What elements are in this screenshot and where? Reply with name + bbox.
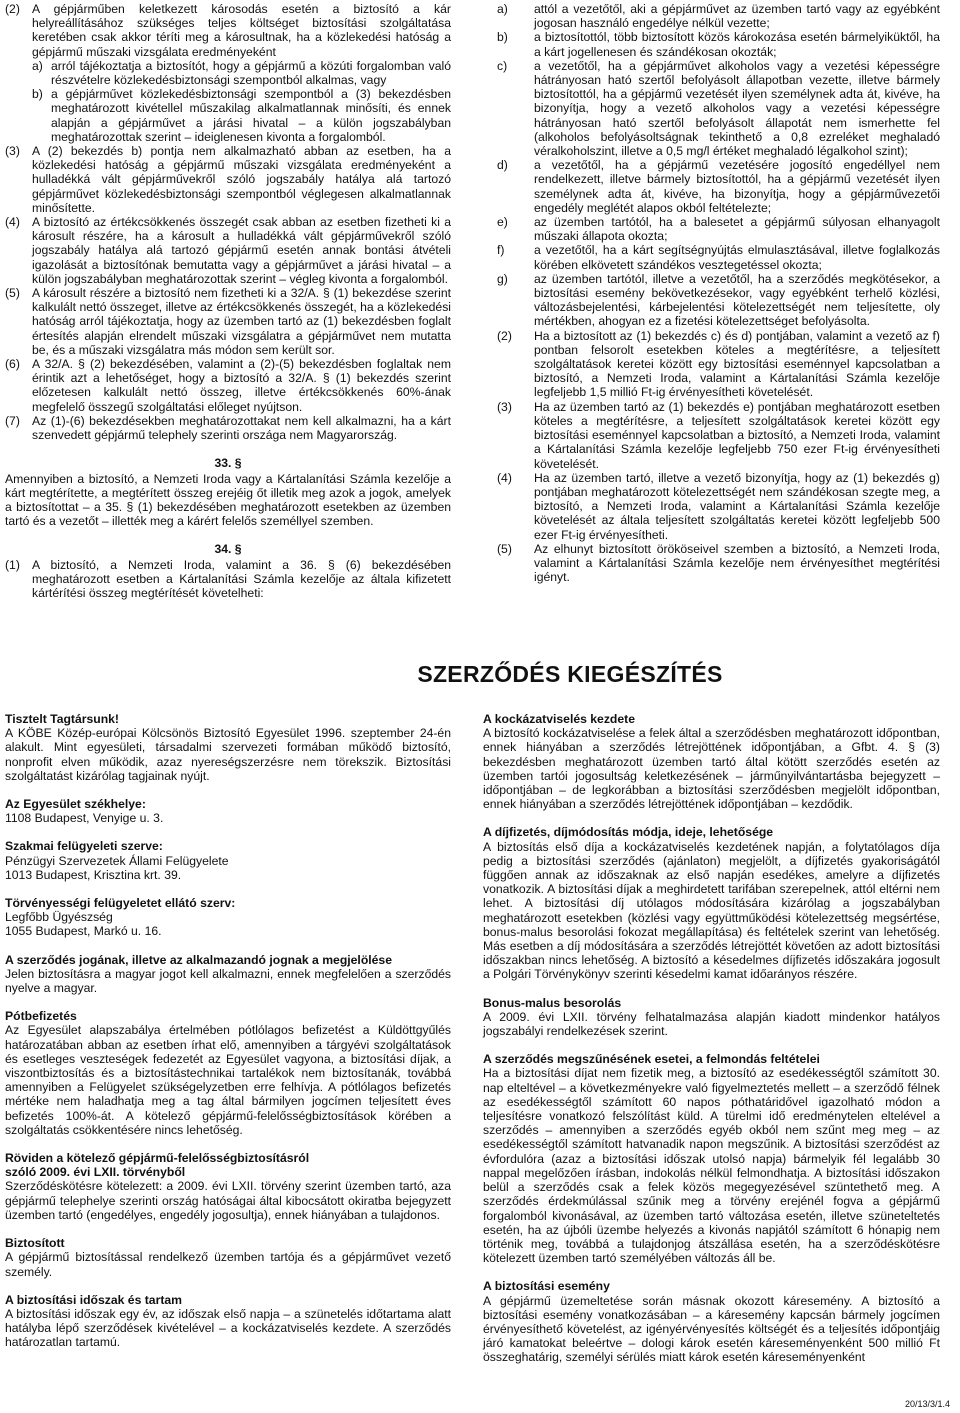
list-item bbox=[497, 2, 940, 30]
supplementary-payment-text: Az Egyesület alapszabálya értelmében pótlólagos befizetést a Küldöttgyűlés határozatában abban az esetben írhat elő, amennyiben a tárgyévi szolgáltatások és esetleges veszteségek fedezetét az Egyesület vagyona, a biztosítási díjak, a viszontbiztosítás és a biztosítástechnikai tartalékok nem biztosítanák, továbbá amennyiben a Felügyelet szükségelyzetben erre felhívja. A pótlólagos befizetés mértéke nem haladhatja meg a tag által bármilyen jogcímen teljesített éves befizetés 100%-át. A kötelező gépjármű-felelősségbiztosítások körében a szolgáltatás csökkentésére nincs lehetőség. bbox=[5, 1023, 451, 1137]
insured-title: Biztosított bbox=[5, 1236, 65, 1251]
item-label: (2) bbox=[497, 328, 512, 343]
item-label: a) bbox=[497, 2, 508, 16]
item-label: (4) bbox=[5, 215, 20, 230]
list-item bbox=[497, 243, 940, 271]
item-label: d) bbox=[497, 158, 508, 173]
applicable-law-title: A szerződés jogának, illetve az alkalmazandó jognak a megjelölése bbox=[5, 952, 392, 967]
list-item bbox=[497, 30, 940, 58]
list-item bbox=[5, 414, 451, 442]
item-label: (2) bbox=[5, 2, 20, 16]
page-heading: SZERZŐDÉS KIEGÉSZÍTÉS bbox=[417, 661, 723, 687]
bonus-malus-title: Bonus-malus besorolás bbox=[483, 995, 622, 1010]
termination-title: A szerződés megszűnésének esetei, a felmondás feltételei bbox=[483, 1052, 820, 1067]
fee-title: A díjfizetés, díjmódosítás módja, ideje, lehetősége bbox=[483, 825, 774, 840]
seat-text: 1108 Budapest, Venyige u. 3. bbox=[5, 811, 164, 826]
bottom-right-column bbox=[483, 712, 940, 1365]
fee-text: A biztosítás első díja a kockázatviselés kezdetének napján, a folytatólagos díja pedig a biztosítási szerződés (ajánlaton) megjelölt, a díjfizetés gyakoriságától függően annak az időszaknak az első napján esedékes, amelyre a díjfizetés vonatkozik. A biztosítási díjak a meghirdetett tarifában szerepelnek, attól eltérni nem lehet. A biztosítási díj utólagos módosítására kizárólag a jogszabályban meghatározott esetekben (közlési vagy együttműködési kötelezettség megsértése, bonus-malus besorolási fokozat megállapítása) és feltételek szerint van lehetőség. Más esetben a díj módosítására a szerződés létrejöttét követően az adott biztosítási időszakban nincs lehetőség. A biztosító a késedelmes díjfizetés időszakára jogosult a Polgári Törvénykönyv szerinti késedelmi kamat időarányos részére. bbox=[483, 839, 940, 982]
item-label: (6) bbox=[5, 357, 20, 372]
list-item bbox=[497, 471, 940, 542]
list-subitem bbox=[32, 87, 451, 144]
termination-text: Ha a biztosítási díjat nem fizetik meg, a biztosító az esedékességtől számított 30. nap elteltével – a következményekre való figyelmeztetés mellett – a szerződő félnek az esedékességtől számított 60 napos póthatáridővel igazolható módon a teljesítésre vonatkozó felszólítást küld. A türelmi idő eredménytelen eltelével a szerződés – amennyiben a szerződés egyéb okból nem szűnt meg meg – az esedékességtől számított hatvanadik napon megszűnik. A biztosítási szerződést az évfordulóra (azaz a biztosítási időszak utolsó napja) bármelyik fél legalább 30 nappal megelőzően írásban, indokolás nélkül felmondhatja. A biztosítási időszakon belül a szerződés csak a felek közös megegyezésével szüntethető meg. A szerződés érdekmúlással szűnik meg a törvény erejénél fogva a gépjármű forgalomból kivonásával, az üzemben tartó változása esetén, illetve szüneteltetés esetén, ha az újbóli üzembe helyezés a kivonás napjától számított 6 hónapig nem történik meg, továbbá a tulajdonjog átszállása esetén, ha a szerződéskötésre kötelezett üzemben tartó személyében változás áll be. bbox=[483, 1066, 940, 1266]
item-label: b) bbox=[32, 87, 43, 102]
seat-title: Az Egyesület székhelye: bbox=[5, 797, 146, 812]
item-text: a biztosítottól, több biztosított közös károkozása esetén bármelyiküktől, ha a kárt jogellenesen és szándékosan okozták; bbox=[534, 30, 940, 59]
paragraph-text: A biztosító, a Nemzeti Iroda, valamint a 36. § (6) bekezdésében meghatározott esetben a Kártalanítási Számla kezelője az általa kifizetett kártérítési összeg megtérítését követelheti: bbox=[32, 557, 451, 600]
period-text: A biztosítási időszak egy év, az időszak első napja – a szünetelés időtartama alatt hatályba lépő szerződések kivételével – a kockázatviselés kezdete. A szerződés határozatlan tartamú. bbox=[5, 1306, 451, 1350]
item-label: e) bbox=[497, 215, 508, 230]
article-34-paragraph-1 bbox=[5, 558, 451, 601]
applicable-law-text: Jelen biztosításra a magyar jogot kell alkalmazni, ennek megfelelően a szerződés nyelve a magyar. bbox=[5, 966, 451, 996]
item-text: A biztosító az értékcsökkenés összegét csak abban az esetben fizetheti ki a károsult részére, ha a károsult a hulladékká vált gépjárművekről szóló jogszabály hatálya alá tartozó gépjármű esetén annak bontási átvételi igazolását a biztosítónak bemutatta vagy a gépjárművet a járási hivatal – a külön jogszabályban meghatározottak szerint – végleg kivonta a forgalomból. bbox=[32, 215, 451, 286]
insured-text: A gépjármű biztosítással rendelkező üzemben tartója és a gépjárművet vezető személy. bbox=[5, 1250, 451, 1279]
top-right-column bbox=[497, 2, 940, 584]
article-34-list bbox=[497, 2, 940, 584]
article-33-text: Amennyiben a biztosító, a Nemzeti Iroda vagy a Kártalanítási Számla kezelője a kárt megtérítette, a megtérített összeg erejéig őt illetik meg azok a jogok, amelyek a biztosítottat – a 35. § (1) bekezdésében meghatározott esetekben az üzemben tartó és a vezetőt – illették meg a kárért felelős személlyel szemben. bbox=[5, 471, 451, 529]
item-text: a vezetőtől, ha a kárt segítségnyújtás elmulasztásával, illetve foglalkozás körében elkövetett szándékos vesztegetéssel okozta; bbox=[534, 243, 940, 272]
list-item bbox=[5, 2, 451, 59]
item-text: A károsult részére a biztosító nem fizetheti ki a 32/A. § (1) bekezdése szerint kalkulált nettó összeget, illetve az értékcsökkenés összegét, ha a közlekedési hatóság arról tájékoztatja, hogy az üzemben tartó az (1) bekezdésben foglalt értesítés alapján elrendelt műszaki vizsgálatra a gépjárművet nem mutatta be, és a műszaki vizsgálatra más módon sem került sor. bbox=[32, 286, 451, 357]
supervisor-name: Pénzügyi Szervezetek Állami Felügyelete bbox=[5, 853, 229, 868]
list-item bbox=[5, 144, 451, 215]
list-item bbox=[497, 158, 940, 215]
item-label: (5) bbox=[5, 286, 20, 301]
greeting: Tisztelt Tagtársunk! bbox=[5, 712, 119, 726]
item-text: arról tájékoztatja a biztosítót, hogy a gépjármű a közúti forgalomban való részvételre közlekedésbiztonsági szempontból alkalmas, vagy bbox=[51, 58, 451, 88]
risk-start-title: A kockázatviselés kezdete bbox=[483, 712, 635, 726]
item-text: A 32/A. § (2) bekezdésében, valamint a (2)-(5) bekezdésben foglaltak nem érintik azt a lehetőséget, hogy a biztosító a 32/A. § (1) bekezdés szerint előzetesen kalkulált nettó összeg, illetve értékcsökkenés 60%-ának megfelelő összegű szolgáltatási előleget nyújtson. bbox=[32, 357, 451, 414]
item-text: A gépjárműben keletkezett károsodás esetén a biztosító a kár helyreállításához szükséges teljes költséget biztosítási szolgáltatása keretében csak akkor téríti meg a károsultnak, ha a közlekedési hatóság a gépjármű műszaki vizsgálata eredményeként bbox=[32, 2, 451, 59]
item-label: (5) bbox=[497, 541, 512, 556]
intro-text: A KÖBE Közép-európai Kölcsönös Biztosító Egyesület 1996. szeptember 24-én alakult. Mint egyesületi, társadalmi szervezeti formában működő biztosító, nonprofit elven működik, azaz nyereségszerzésre nem törekszik. Biztosítási szolgáltatást kizárólag tagjainak nyújt. bbox=[5, 726, 451, 783]
item-label: (7) bbox=[5, 413, 20, 428]
section-32-list bbox=[5, 2, 451, 442]
list-item bbox=[497, 329, 940, 400]
item-label: g) bbox=[497, 271, 508, 286]
summary-subtitle: szóló 2009. évi LXII. törvényből bbox=[5, 1165, 186, 1180]
legal-supervisor-address: 1055 Budapest, Markó u. 16. bbox=[5, 924, 162, 939]
item-text: az üzemben tartótól, illetve a vezetőtől, ha a szerződés megkötésekor, a biztosítási esemény bekövetkezésekor, vagy egyébként terhelő közlési, változásbejelentési, kárbejelentési kötelezettségét nem teljesítette, oly mértékben, ahogyan ez a fizetési kötelezettséget befolyásolta. bbox=[534, 271, 940, 329]
supervisor-address: 1013 Budapest, Krisztina krt. 39. bbox=[5, 867, 182, 882]
item-label: b) bbox=[497, 30, 508, 45]
item-text: A (2) bekezdés b) pontja nem alkalmazható abban az esetben, ha a közlekedési hatóság a gépjármű műszaki vizsgálata eredményeként a hulladékká vált gépjárművekről szóló jogszabály hatálya alá tartozó gépjárművet közlekedésbiztonsági szempontból véglegesen alkalmatlannak minősítette. bbox=[32, 144, 451, 215]
article-34-title: 34. § bbox=[214, 542, 242, 557]
item-label: f) bbox=[497, 243, 505, 258]
item-text: attól a vezetőtől, aki a gépjárművet az üzemben tartó vagy az egyébként jogosan használó engedélye nélkül vezette; bbox=[534, 2, 940, 31]
item-text: Ha az üzemben tartó az (1) bekezdés e) pontjában meghatározott esetben köteles a megtérítésre, a teljesített szolgáltatások keretei között egy biztosítási eseménnyel kapcsolatban a biztosító, a Nemzeti Iroda, valamint a Kártalanítási Számla kezelője legfeljebb 750 ezer Ft-ig érvényesítheti követelését. bbox=[534, 399, 940, 471]
legal-supervisor-name: Legfőbb Ügyészség bbox=[5, 910, 113, 925]
summary-title: Röviden a kötelező gépjármű-felelősségbiztosításról bbox=[5, 1151, 310, 1166]
legal-supervisor-title: Törvényességi felügyeletet ellátó szerv: bbox=[5, 896, 236, 911]
item-text: Az (1)-(6) bekezdésekben meghatározottakat nem kell alkalmazni, ha a kárt szenvedett gépjármű telephely szerinti országa nem Magyarország. bbox=[32, 413, 451, 443]
page-code: 20/13/3/1.4 bbox=[904, 1399, 950, 1409]
item-text: az üzemben tartótól, ha a balesetet a gépjármű súlyosan elhanyagolt műszaki állapota okozta; bbox=[534, 215, 940, 244]
supervisor-title: Szakmai felügyeleti szerve: bbox=[5, 839, 163, 854]
item-label: c) bbox=[497, 58, 508, 73]
item-text: Ha az üzemben tartó, illetve a vezető bizonyítja, hogy az (1) bekezdés g) pontjában meghatározott kötelezettségét nem szándékosan szegte meg, a biztosító, a Nemzeti Iroda, valamint a Kártalanítási Számla kezelője követelését az általa teljesített szolgáltatás keretei között legfeljebb 500 ezer Ft-ig érvényesítheti. bbox=[534, 470, 940, 542]
insurance-event-title: A biztosítási esemény bbox=[483, 1279, 610, 1294]
list-item bbox=[497, 542, 940, 585]
item-text: Ha a biztosított az (1) bekezdés c) és d) pontjában, valamint a vezető az f) pontban felsorolt esetekben köteles a megtérítésre, a teljesített szolgáltatások keretei között egy biztosítási eseménnyel kapcsolatban a biztosító, a Nemzeti Iroda, valamint a Kártalanítási Számla kezelője legfeljebb 1,5 millió Ft-ig érvényesítheti követelését. bbox=[534, 328, 940, 400]
list-item bbox=[497, 272, 940, 329]
list-item bbox=[497, 59, 940, 158]
period-title: A biztosítási időszak és tartam bbox=[5, 1292, 182, 1307]
paragraph-number: (1) bbox=[5, 557, 20, 572]
item-label: a) bbox=[32, 58, 43, 73]
supplementary-payment-title: Pótbefizetés bbox=[5, 1009, 77, 1024]
insurance-event-text: A gépjármű üzemeltetése során másnak okozott káresemény. A biztosító a biztosítási esemény vonatkozásában – a káresemény kapcsán bármely jogcímen érvényesíthető követelést, az igényérvényesítés költségét és a teljesítés időpontjáig járó kamatokat beleértve – dologi károk esetén káreseményenként 500 millió Ft összeghatárig, személyi sérülés miatt károk esetén káreseményenként bbox=[483, 1293, 940, 1365]
item-text: a vezetőtől, ha a gépjármű vezetésére jogosító engedéllyel nem rendelkezett, illetve bármely biztosítottól, ha a gépjármű vezetését ilyen személynek adta át, kivéve, ha bizonyítja, hogy a gépjárművezetői engedély meglétét alapos okból feltételezte; bbox=[534, 158, 940, 215]
item-text: Az elhunyt biztosított örököseivel szemben a biztosító, a Nemzeti Iroda, valamint a Kártalanítási Számla kezelője nem érvényesíthet megtérítési igényt. bbox=[534, 541, 940, 585]
bottom-left-column bbox=[5, 712, 451, 1350]
article-33-title: 33. § bbox=[214, 456, 242, 471]
summary-text: Szerződéskötésre kötelezett: a 2009. évi LXII. törvény szerint üzemben tartó, aza gépjármű telephelye szerinti ország hatóságai által kibocsátott okiratba bejegyzett üzemben tartó (engedélyes, engedély jogosultja), ennek hiányában a tulajdonos. bbox=[5, 1179, 451, 1222]
list-item bbox=[5, 357, 451, 414]
top-left-column bbox=[5, 2, 451, 600]
list-item bbox=[497, 400, 940, 471]
risk-start-text: A biztosító kockázatviselése a felek által a szerződésben meghatározott időpontban, ennek hiányában a szerződés létrejöttének időpontjában, a Gfbt. 4. § (3) bekezdésben meghatározott üzemben tartó által kötött szerződés esetén az üzemben tartói jogosultság keletkezésének – járműnyilvántartásba bejegyzett – időpontjában – de legkorábban a biztosítási szerződésben megjelölt időpontban, ennek hiányában a szerződés létrejöttének időpontjában – kezdődik. bbox=[483, 726, 940, 812]
list-item bbox=[497, 215, 940, 243]
list-subitem bbox=[32, 59, 451, 87]
item-label: (4) bbox=[497, 470, 512, 485]
item-label: (3) bbox=[497, 399, 512, 414]
item-text: a gépjárművet közlekedésbiztonsági szempontból a (3) bekezdésben meghatározott kivétellel műszakilag alkalmatlannak minősíti, és ennek alapján a gépjárművet a járási hivatal – a külön jogszabályban meghatározottak szerint – ideiglenesen kivonta a forgalomból. bbox=[51, 87, 451, 144]
list-item bbox=[5, 215, 451, 286]
item-label: (3) bbox=[5, 144, 20, 159]
item-text: a vezetőtől, ha a gépjárművet alkoholos vagy a vezetési képességre hátrányosan ható szertől befolyásolt állapotban vezette, illetve bármely biztosítottól, ha a gépjármű vezetését ilyen személynek adta át, kivéve, ha bizonyítja, hogy a vezető alkoholos vagy a vezetési képességre hátrányosan ható szertől befolyásolt állapotát nem ismerhette fel (alkoholos befolyásoltságnak tekinthető a 0,8 ezreléket meghaladó véralkoholszint, illetve a 0,5 mg/l értéket meghaladó légalkohol szint); bbox=[534, 58, 940, 159]
list-item bbox=[5, 286, 451, 357]
bonus-malus-text: A 2009. évi LXII. törvény felhatalmazása alapján kiadott mindenkor hatályos jogszabályi rendelkezések szerint. bbox=[483, 1009, 940, 1039]
